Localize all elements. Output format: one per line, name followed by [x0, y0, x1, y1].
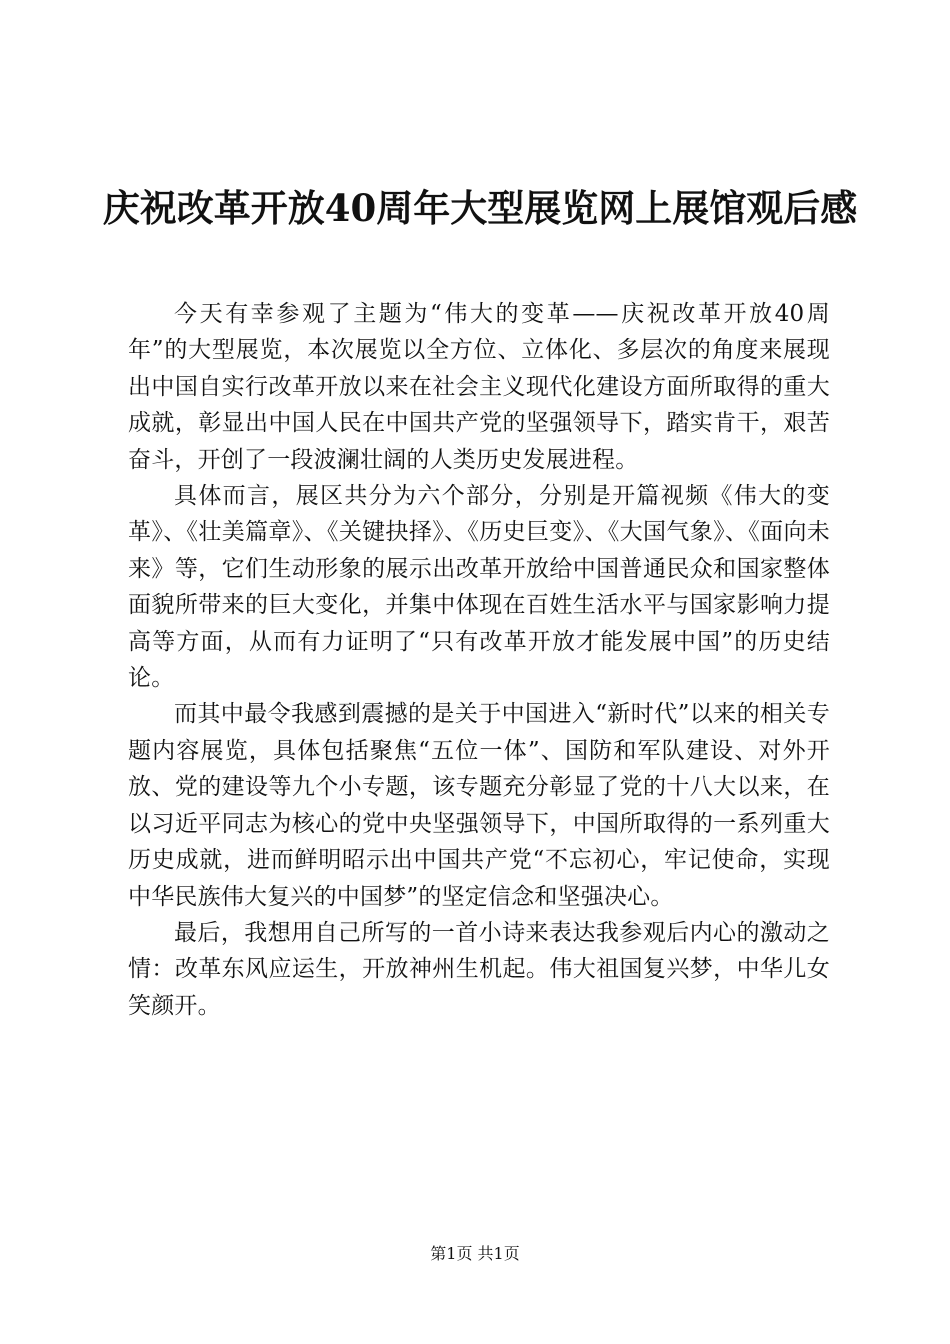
document-title: 庆祝改革开放40周年大型展览网上展馆观后感: [102, 186, 858, 230]
page-footer: 第1页 共1页: [430, 1244, 520, 1263]
paragraph-4: 最后，我想用自己所写的一首小诗来表达我参观后内心的激动之情：改革东风应运生，开放神州生机起。伟大祖国复兴梦，中华儿女笑颜开。: [128, 919, 830, 1019]
paragraph-2: 具体而言，展区共分为六个部分，分别是开篇视频《伟大的变革》、《壮美篇章》、《关键抉择》、《历史巨变》、《大国气象》、《面向未来》等，它们生动形象的展示出改革开放给中国普通民众和国家整体面貌所带来的巨大变化，并集中体现在百姓生活水平与国家影响力提高等方面，从而有力证明了“只有改革开放才能发展中国”的历史结论。: [128, 483, 830, 692]
document-body: [128, 296, 830, 1024]
paragraph-3: 而其中最令我感到震撼的是关于中国进入“新时代”以来的相关专题内容展览，具体包括聚焦“五位一体”、国防和军队建设、对外开放、党的建设等九个小专题，该专题充分彰显了党的十八大以来，在以习近平同志为核心的党中央坚强领导下，中国所取得的一系列重大历史成就，进而鲜明昭示出中国共产党“不忘初心，牢记使命，实现中华民族伟大复兴的中国梦”的坚定信念和坚强决心。: [128, 701, 830, 910]
paragraph-1: 今天有幸参观了主题为“伟大的变革——庆祝改革开放40周年”的大型展览，本次展览以全方位、立体化、多层次的角度来展现出中国自实行改革开放以来在社会主义现代化建设方面所取得的重大成就，彰显出中国人民在中国共产党的坚强领导下，踏实肯干，艰苦奋斗，开创了一段波澜壮阔的人类历史发展进程。: [128, 301, 830, 473]
